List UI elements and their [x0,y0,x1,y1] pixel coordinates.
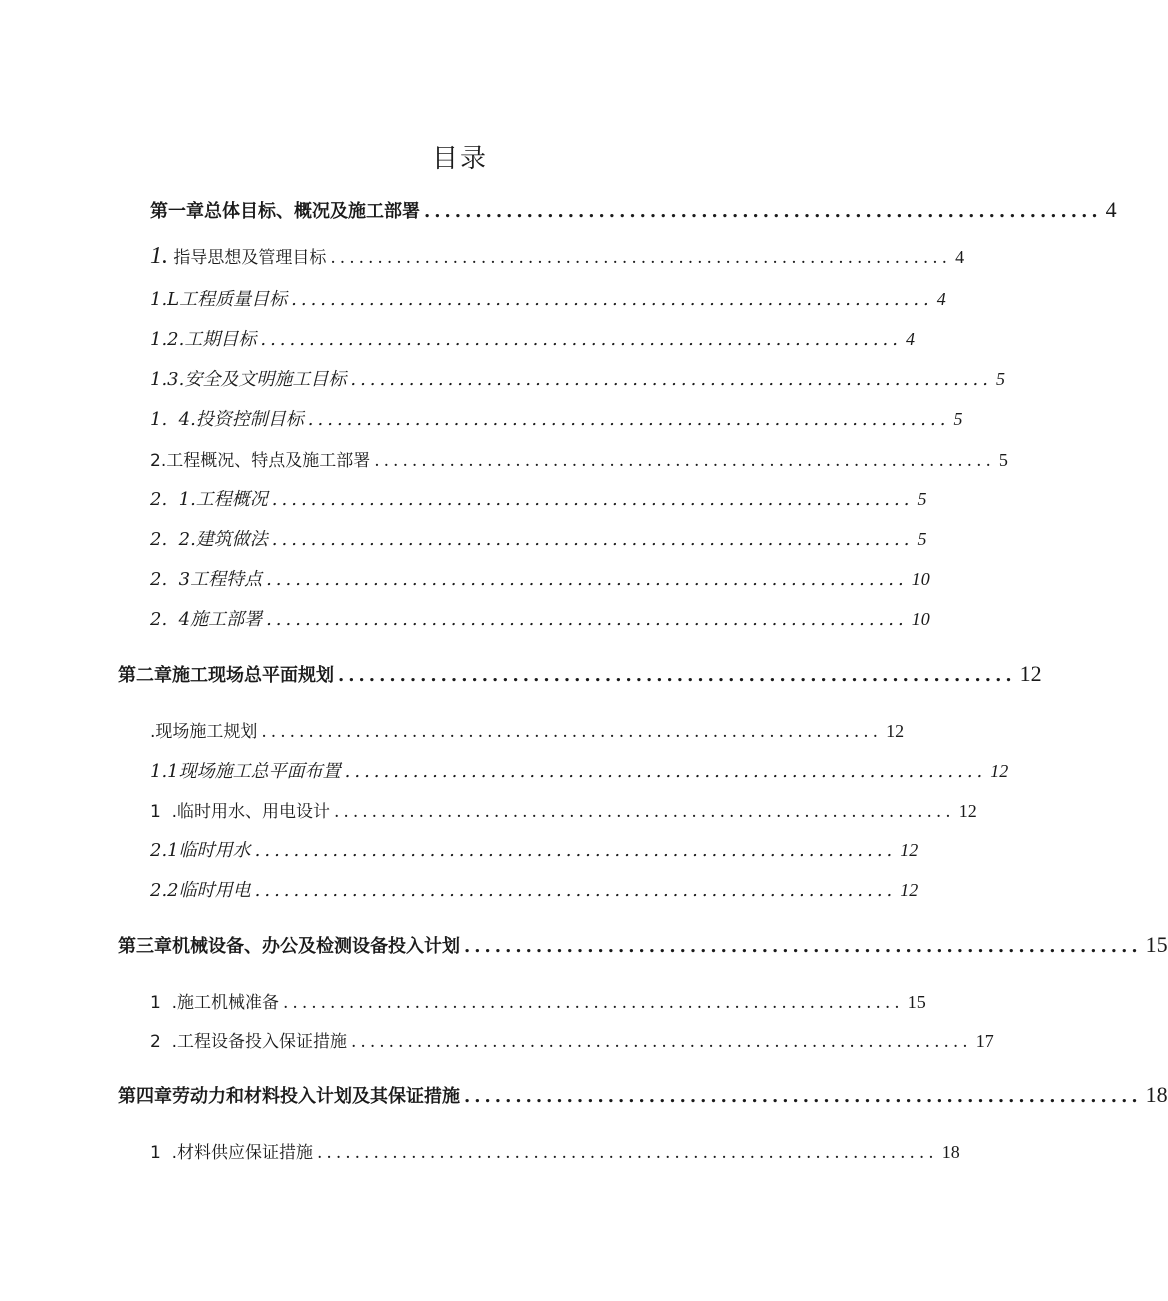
toc-entry-label: 1 .临时用水、用电设计 [150,802,331,822]
toc-entry-sub-2-2[interactable] [150,525,927,551]
toc-entry-section-4-1[interactable] [150,1138,960,1163]
toc-entry-sub-2-0-1[interactable] [150,757,1009,783]
leader-dots: .................................................................. [464,936,1142,957]
leader-dots: .................................................................. [261,722,883,742]
toc-entry-section-3-2[interactable] [150,1027,994,1052]
toc-entry-page: 5 [917,489,927,509]
toc-entry-page: 12 [990,761,1009,781]
toc-entry-sub-1-4[interactable] [150,405,963,431]
toc-entry-section-2[interactable] [150,446,1008,471]
toc-entry-label: 2 .工程设备投入保证措施 [150,1032,348,1052]
toc-entry-label: 第一章总体目标、概况及施工部署 [150,201,420,222]
toc-entry-sub-2-1-1[interactable] [150,836,919,862]
leader-dots: .................................................................. [291,289,933,310]
toc-entry-label: 2. 2.建筑做法 [150,529,268,550]
toc-entry-section-1[interactable] [150,243,965,270]
leader-dots: .................................................................. [266,569,908,590]
leader-dots: .................................................................. [317,1143,938,1163]
toc-entry-page: 15 [1145,932,1168,957]
toc-entry-chapter-1[interactable] [150,197,1117,223]
toc-entry-label: 1.L工程质量目标 [150,289,288,310]
toc-entry-page: 5 [953,409,963,429]
toc-entry-page: 10 [911,609,930,629]
leader-dots: .................................................................. [350,369,992,390]
leader-dots: .................................................................. [254,880,897,901]
toc-entry-label: 第三章机械设备、办公及检测设备投入计划 [118,936,460,957]
toc-entry-sub-2-1[interactable] [150,485,927,511]
toc-entry-sub-1-1[interactable] [150,285,946,311]
leader-dots: .................................................................. [254,840,897,861]
leader-dots: .................................................................. [351,1032,972,1052]
toc-entry-label: 1.3.安全及文明施工目标 [150,369,347,390]
leader-dots: .................................................................. [374,451,995,471]
toc-entry-page: 10 [911,569,930,589]
leader-dots: .................................................................. [330,248,952,268]
toc-entry-page: 12 [1019,661,1042,686]
leader-dots: .................................................................. [266,609,908,630]
toc-entry-label: 第四章劳动力和材料投入计划及其保证措施 [118,1086,460,1107]
toc-entry-label: 2. 1.工程概况 [150,489,268,510]
toc-entry-page: 5 [917,529,927,549]
toc-entry-section-3-1[interactable] [150,988,926,1013]
toc-entry-page: 15 [907,992,926,1012]
toc-entry-chapter-2[interactable] [118,661,1042,687]
toc-entry-label: .现场施工规划 [150,722,258,742]
toc-entry-page: 17 [975,1031,994,1051]
leader-dots: .................................................................. [344,761,987,782]
toc-entry-page: 4 [1105,197,1117,222]
toc-entry-label: 第二章施工现场总平面规划 [118,665,334,686]
leader-dots: .................................................................. [464,1086,1142,1107]
toc-entry-chapter-4[interactable] [118,1082,1168,1108]
toc-entry-label: 1 .材料供应保证措施 [150,1143,314,1163]
toc-entry-sub-1-3[interactable] [150,365,1005,391]
toc-entry-sub-1-2[interactable] [150,325,915,351]
toc-entry-page: 5 [996,369,1005,389]
toc-entry-sub-2-1-2[interactable] [150,876,919,902]
toc-entry-label: 指导思想及管理目标 [173,248,327,268]
toc-entry-label: 2.工程概况、特点及施工部署 [150,451,371,471]
leader-dots: .................................................................. [338,665,1016,686]
leader-dots: .................................................................. [260,329,902,350]
toc-entry-page: 4 [936,289,946,309]
leader-dots: .................................................................. [271,489,914,510]
toc-entry-label: 1.1现场施工总平面布置 [150,761,341,782]
toc-entry-label: 2.2临时用电 [150,880,251,901]
toc-entry-page: 12 [900,880,919,900]
page-title: 目录 [431,144,488,174]
toc-entry-page: 4 [955,247,965,267]
toc-entry-section-2-0[interactable] [150,717,905,742]
toc-entry-page: 12 [886,721,905,741]
leader-dots: .................................................................. [334,802,955,822]
toc-entry-label: 2. 4施工部署 [150,609,263,630]
toc-entry-label: 1. 4.投资控制目标 [150,409,304,430]
toc-entry-page: 4 [906,329,915,349]
toc-entry-label: 2. 3工程特点 [150,569,263,590]
leader-dots: .................................................................. [424,201,1102,222]
toc-entry-label: 2.1临时用水 [150,840,251,861]
toc-entry-page: 12 [958,801,977,821]
leader-dots: .................................................................. [271,529,914,550]
toc-entry-label: 1 .施工机械准备 [150,993,280,1013]
toc-entry-label: 1.2.工期目标 [150,329,257,350]
toc-entry-sub-2-4[interactable] [150,605,930,631]
toc-entry-page: 18 [941,1142,960,1162]
toc-entry-page: 18 [1145,1082,1168,1107]
toc-entry-section-2-1[interactable] [150,797,977,822]
toc-entry-sub-2-3[interactable] [150,565,930,591]
toc-entry-page: 5 [998,450,1008,470]
leader-dots: .................................................................. [307,409,950,430]
toc-entry-prefix: 1. [150,243,168,269]
leader-dots: .................................................................. [283,993,904,1013]
toc-entry-page: 12 [900,840,919,860]
toc-entry-chapter-3[interactable] [118,932,1168,958]
